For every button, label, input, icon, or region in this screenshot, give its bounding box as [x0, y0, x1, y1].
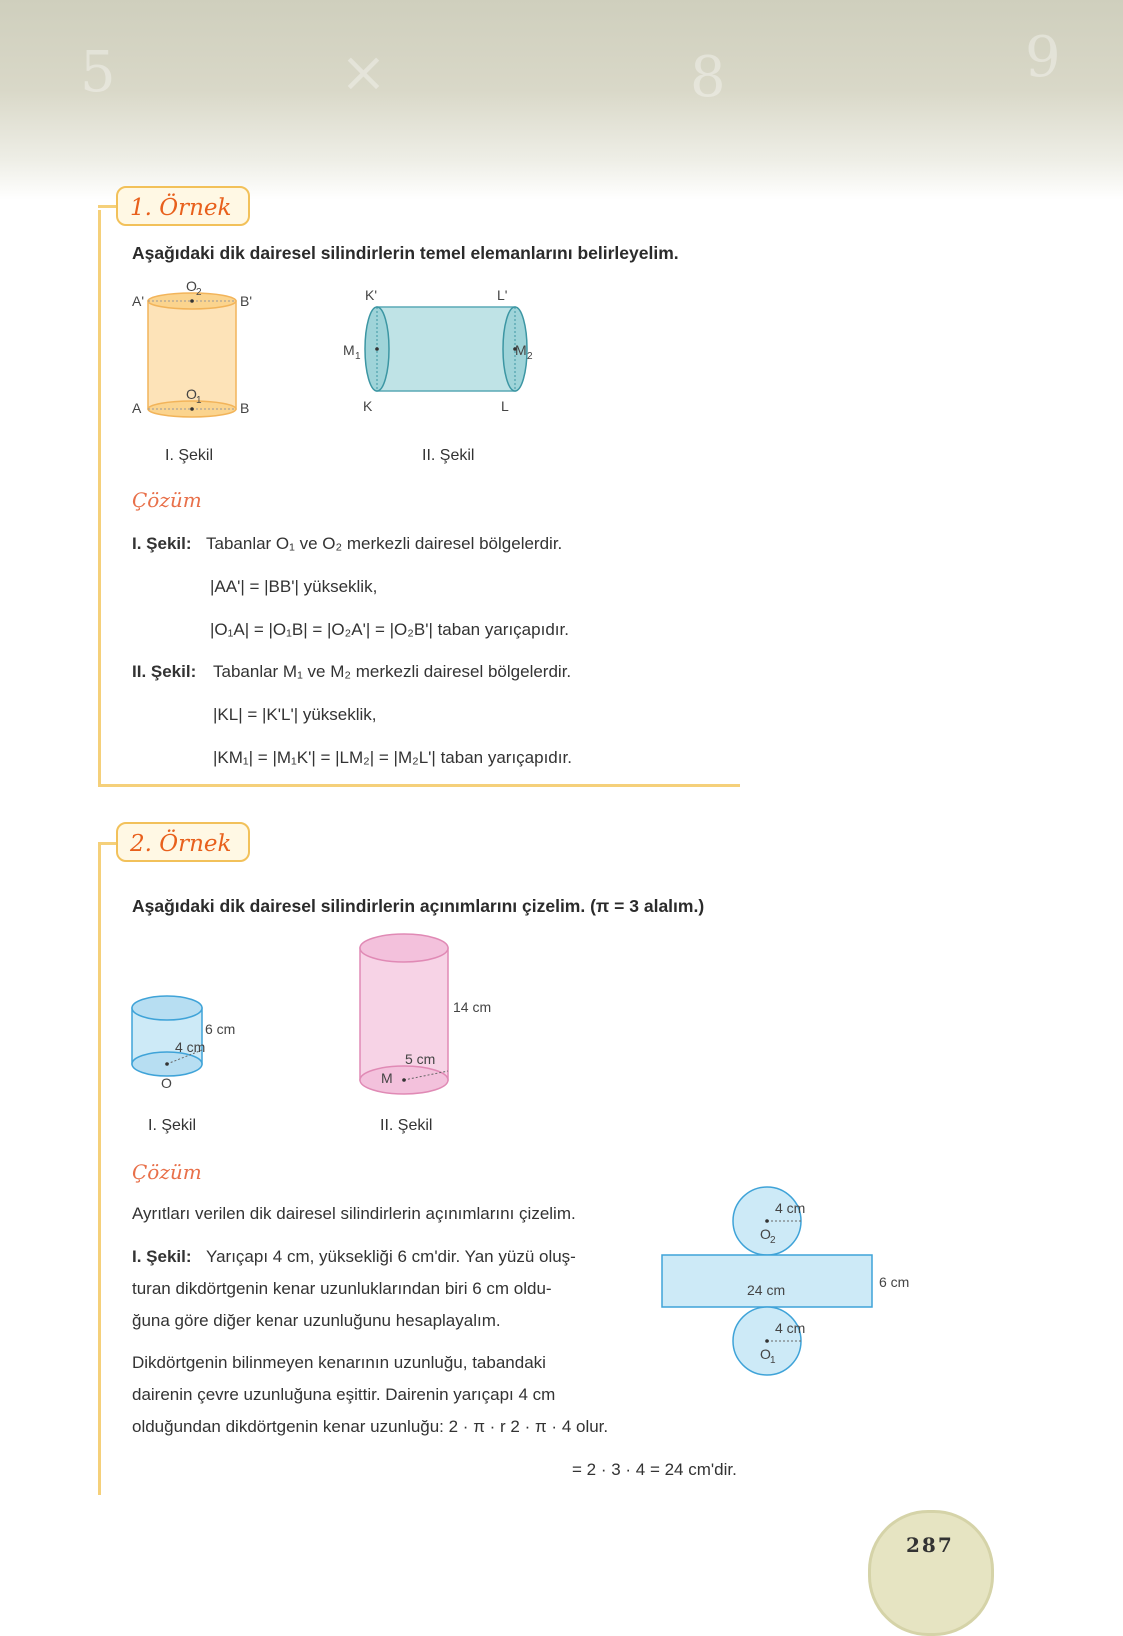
net-rect-width: 24 cm: [747, 1282, 786, 1298]
label-m1: M: [343, 342, 355, 358]
example2-net-diagram: [645, 1185, 935, 1385]
example2-para2-line3: ğuna göre diğer kenar uzunluğunu hesaplayalım.: [132, 1311, 501, 1330]
label-m2: M: [515, 342, 527, 358]
label-b: B: [240, 400, 250, 416]
example1-figure2: [335, 285, 555, 425]
net-bottom-center-sub: 1: [770, 1355, 776, 1366]
decor-glyph: 8: [690, 45, 726, 110]
label-l-prime: L': [497, 287, 508, 303]
net-rect-height: 6 cm: [879, 1274, 910, 1290]
label-center: M: [381, 1070, 393, 1086]
example1-solution-title: Çözüm: [132, 488, 202, 512]
label-o1: O: [186, 386, 197, 402]
label-radius: 4 cm: [175, 1039, 206, 1055]
example1-frame-tick: [98, 205, 118, 208]
example1-figure1-caption: I. Şekil: [165, 447, 214, 464]
example2-para2-line2: turan dikdörtgenin kenar uzunluklarından biri 6 cm oldu-: [132, 1279, 552, 1298]
example2-para3-line4: = 2 · 3 · 4 = 24 cm'dir.: [572, 1460, 737, 1479]
example1-sol2-line2: |KL| = |K'L'| yükseklik,: [213, 705, 377, 724]
example2-para3-line3: olduğundan dikdörtgenin kenar uzunluğu: 2 · π · r 2 · π · 4 olur.: [132, 1417, 609, 1436]
label-height: 14 cm: [453, 999, 492, 1015]
label-l: L: [501, 398, 509, 414]
example1-sol1-line3: |O₁A| = |O₁B| = |O₂A'| = |O₂B'| taban yarıçapıdır.: [210, 620, 569, 639]
example1-figure2-caption: II. Şekil: [422, 447, 475, 464]
example1-sol2-line1: Tabanlar M₁ ve M₂ merkezli dairesel bölgelerdir.: [213, 662, 572, 681]
example2-frame-tick: [98, 842, 118, 845]
example1-sol2-line3: |KM₁| = |M₁K'| = |LM₂| = |M₂L'| taban yarıçapıdır.: [213, 748, 572, 767]
label-center: O: [161, 1075, 172, 1091]
net-top-center: O: [760, 1226, 771, 1242]
label-radius: 5 cm: [405, 1051, 436, 1067]
example2-solution-title: Çözüm: [132, 1160, 202, 1184]
label-k: K: [363, 398, 373, 414]
example1-frame-left: [98, 210, 101, 786]
example1-question: Aşağıdaki dik dairesel silindirlerin temel elemanlarını belirleyelim.: [132, 243, 679, 263]
example1-sol1-line1: Tabanlar O₁ ve O₂ merkezli dairesel bölgelerdir.: [206, 534, 563, 553]
decor-glyph: 5: [80, 40, 116, 105]
example1-sol1-line2: |AA'| = |BB'| yükseklik,: [210, 577, 378, 596]
net-top-center-sub: 2: [770, 1235, 776, 1246]
page-number: 287: [906, 1533, 954, 1557]
example2-figure2-caption: II. Şekil: [380, 1117, 433, 1134]
label-k-prime: K': [365, 287, 378, 303]
example1-frame-bottom: [98, 784, 740, 787]
label-m2-sub: 2: [527, 351, 533, 362]
label-o2: O: [186, 278, 197, 294]
example1-badge: 1. Örnek: [116, 186, 250, 226]
example1-sol2-label: II. Şekil:: [132, 662, 197, 681]
label-a: A: [132, 400, 142, 416]
example2-para3-line2: dairenin çevre uzunluğuna eşittir. Dairenin yarıçapı 4 cm: [132, 1385, 556, 1404]
example2-figure1-caption: I. Şekil: [148, 1117, 197, 1134]
label-o2-sub: 2: [196, 287, 202, 298]
decor-glyph: 9: [1025, 25, 1061, 90]
example2-question: Aşağıdaki dik dairesel silindirlerin açınımlarını çizelim. (π = 3 alalım.): [132, 896, 705, 916]
example2-badge: 2. Örnek: [116, 822, 250, 862]
header-banner: [0, 0, 1123, 200]
net-bottom-center: O: [760, 1346, 771, 1362]
example2-figure2: [345, 928, 515, 1098]
label-o1-sub: 1: [196, 395, 202, 406]
label-m1-sub: 1: [355, 351, 361, 362]
example1-figure1: [120, 275, 280, 435]
example2-para1: Ayrıtları verilen dik dairesel silindirlerin açınımlarını çizelim.: [132, 1204, 576, 1223]
example2-para2-label: I. Şekil:: [132, 1247, 192, 1266]
net-bottom-radius: 4 cm: [775, 1320, 806, 1336]
net-top-radius: 4 cm: [775, 1200, 806, 1216]
label-a-prime: A': [132, 293, 145, 309]
example1-sol1-label: I. Şekil:: [132, 534, 192, 553]
example2-para2-line1: Yarıçapı 4 cm, yüksekliği 6 cm'dir. Yan yüzü oluş-: [206, 1247, 576, 1266]
example2-frame-left: [98, 845, 101, 1495]
example2-para3-line1: Dikdörtgenin bilinmeyen kenarının uzunluğu, tabandaki: [132, 1353, 546, 1372]
example2-figure1: [120, 990, 270, 1100]
page-number-badge: [868, 1510, 994, 1636]
net-rectangle: [662, 1255, 872, 1307]
label-b-prime: B': [240, 293, 253, 309]
label-height: 6 cm: [205, 1021, 236, 1037]
decor-glyph: ×: [340, 40, 387, 105]
